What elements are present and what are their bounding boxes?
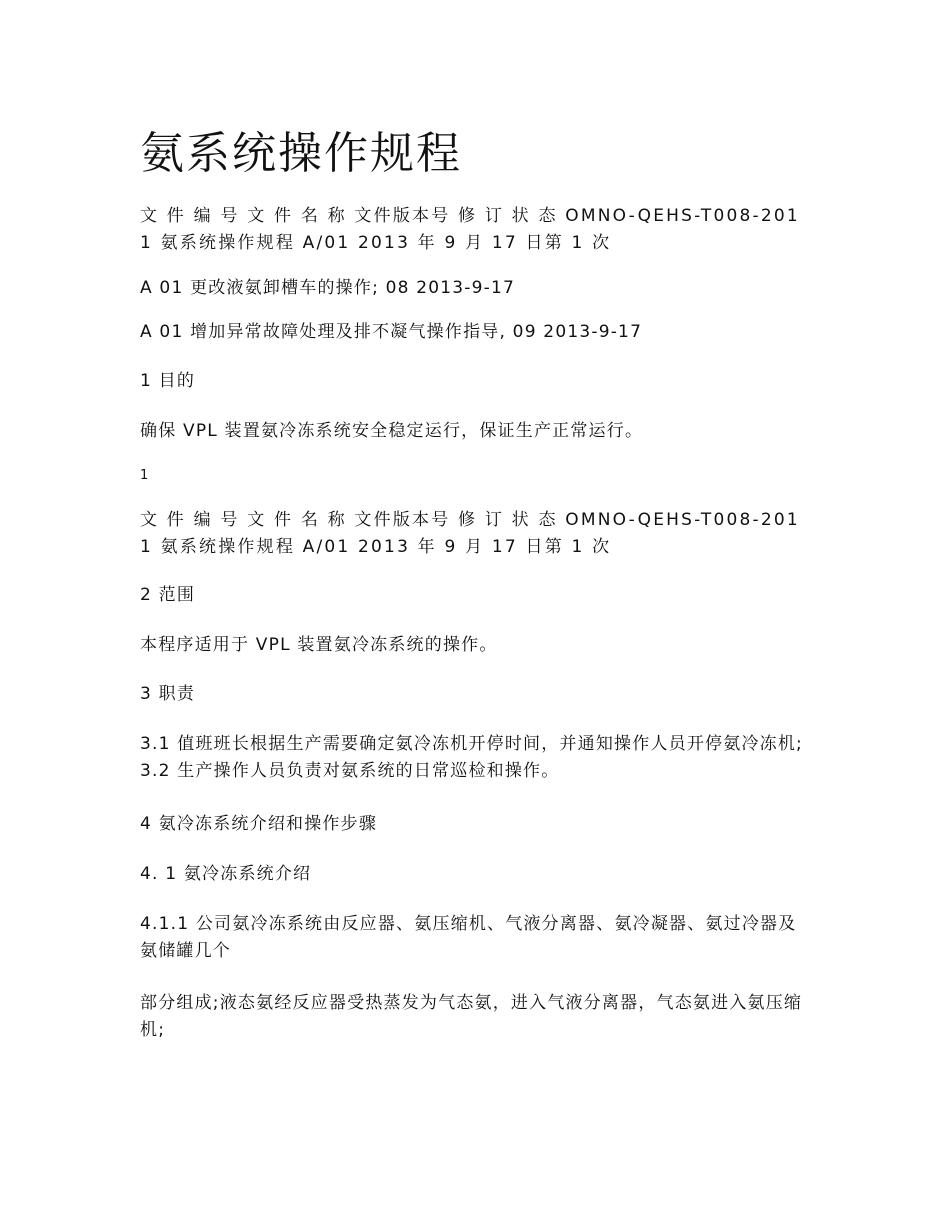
section-heading: 4 氨冷冻系统介绍和操作步骤 xyxy=(140,814,378,834)
page-number: 1 xyxy=(140,468,149,483)
section-body: 4.1.1 公司氨冷冻系统由反应器、氨压缩机、气液分离器、氨冷凝器、氨过冷器及氨储罐几个 xyxy=(140,914,797,961)
section-body: 3.1 值班班长根据生产需要确定氨冷冻机开停时间，并通知操作人员开停氨冷冻机; 3.2 生产操作人员负责对氨系统的日常巡检和操作。 xyxy=(140,734,803,781)
section-body: 确保 VPL 装置氨冷冻系统安全稳定运行，保证生产正常运行。 xyxy=(140,421,644,441)
section-heading: 1 目的 xyxy=(140,371,196,391)
section-body: 本程序适用于 VPL 装置氨冷冻系统的操作。 xyxy=(140,635,498,655)
revision-entry: A 01 增加异常故障处理及排不凝气操作指导, 09 2013-9-17 xyxy=(140,322,643,342)
revision-entry: A 01 更改液氨卸槽车的操作; 08 2013-9-17 xyxy=(140,278,516,298)
document-title: 氨系统操作规程 xyxy=(140,128,462,179)
section-heading: 3 职责 xyxy=(140,684,196,704)
section-body: 部分组成;液态氨经反应器受热蒸发为气态氨，进入气液分离器，气态氨进入氨压缩机; xyxy=(140,993,803,1040)
section-heading: 2 范围 xyxy=(140,585,196,605)
document-header-info: 文 件 编 号 文 件 名 称 文件版本号 修 订 状 态 OMNO-QEHS-T008-2011 氨系统操作规程 A/01 2013 年 9 月 17 日第 1 次 xyxy=(140,206,800,253)
subsection-heading: 4. 1 氨冷冻系统介绍 xyxy=(140,864,312,884)
document-header-info: 文 件 编 号 文 件 名 称 文件版本号 修 订 状 态 OMNO-QEHS-T008-2011 氨系统操作规程 A/01 2013 年 9 月 17 日第 1 次 xyxy=(140,510,800,557)
